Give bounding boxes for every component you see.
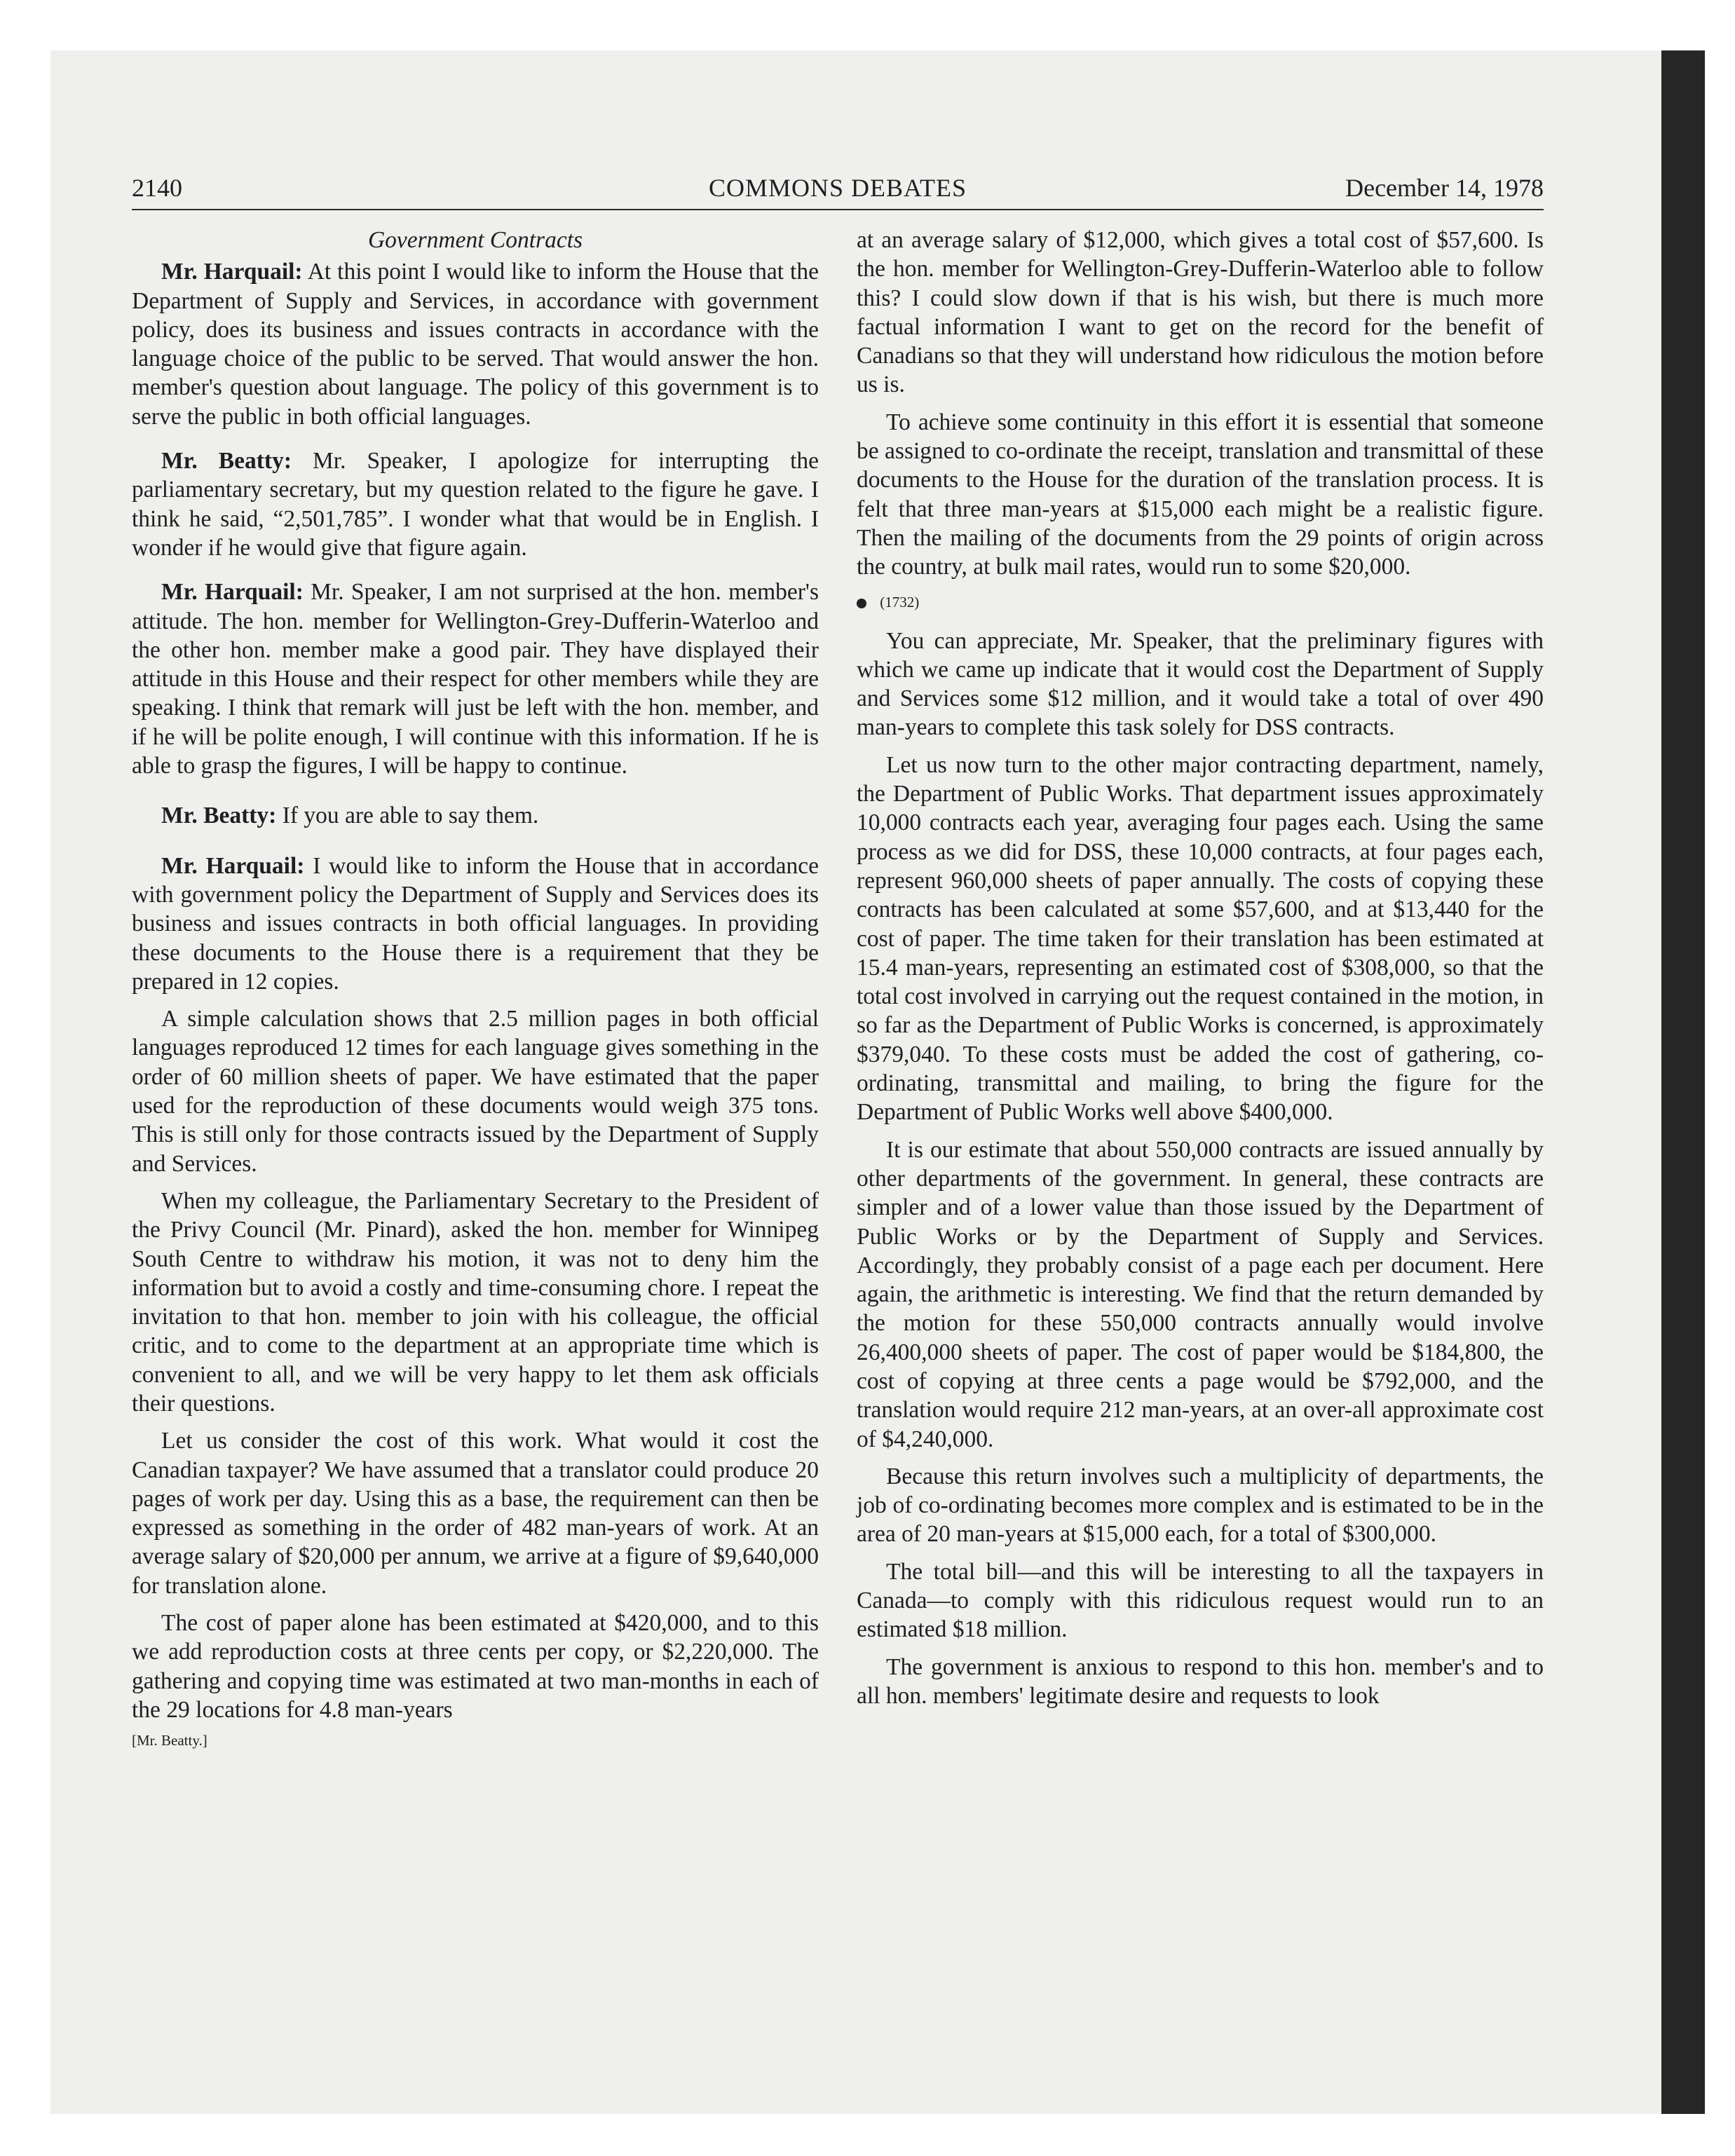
scan-edge-bar: [1661, 50, 1705, 2114]
body-paragraph: A simple calculation shows that 2.5 million pages in both official languages reproduced 12 times for each language gives something in the order of 60 million sheets of paper. We have estimated that the paper used for the reproduction of these documents would weigh 375 tons. This is still only for those contracts issued by the Department of Supply and Services.: [132, 1006, 819, 1177]
speech-paragraph: [132, 446, 819, 562]
body-paragraph: It is our estimate that about 550,000 contracts are issued annually by other departments of the government. In general, these contracts are simpler and of a lower value than those issued by the Department of Public Works or by the Department of Supply and Services. Accordingly, they probably consist of a page each per document. Here again, the arithmetic is interesting. We find that the return demanded by the motion for these 550,000 contracts annually would involve 26,400,000 sheets of paper. The cost of paper would be $184,800, the cost of copying at three cents a page would be $792,000, and the translation would require 212 man-years, at an over-all approximate cost of $4,240,000.: [857, 1136, 1544, 1452]
speaker-name: Mr. Beatty:: [161, 448, 292, 475]
body-paragraph: The cost of paper alone has been estimated at $420,000, and to this we add reproduction costs at three cents per copy, or $2,220,000. The gathering and copying time was estimated at two man-months in each of the 29 locations for 4.8 man-years: [132, 1610, 819, 1723]
speech-text: If you are able to say them.: [282, 803, 539, 829]
speech-text: I would like to inform the House that in accordance with government policy the Department of Supply and Services does its business and issues contracts in both official languages. In providing these documents to the House there is a requirement that they be prepared in 12 copies.: [132, 852, 819, 995]
speech-paragraph: [132, 578, 819, 780]
speech-text: Mr. Speaker, I apologize for interrupting the parliamentary secretary, but my question related to the figure he gave. I think he said, “2,501,785”. I wonder what that would be in English. I wonder if he would give that figure again.: [132, 448, 819, 561]
body-paragraph: Because this return involves such a multiplicity of departments, the job of co-ordinating becomes more complex and is estimated to be in the area of 20 man-years at $15,000 each, for a total of $300,000.: [857, 1463, 1544, 1548]
publication-title: COMMONS DEBATES: [708, 174, 967, 202]
body-paragraph: Let us consider the cost of this work. What would it cost the Canadian taxpayer? We have assumed that a translator could produce 20 pages of work per day. Using this as a base, the requirement can then be expressed as something in the order of 482 man-years of work. At an average salary of $20,000 per annum, we arrive at a figure of $9,640,000 for translation alone.: [132, 1428, 819, 1599]
page-header: [132, 172, 1544, 210]
speech-text: At this point I would like to inform the House that the Department of Supply and Services, in accordance with government policy, does its business and issues contracts in accordance with the language choice of the public to be served. That would answer the hon. member's question about language. The policy of this government is to serve the public in both official languages.: [132, 259, 819, 430]
body-paragraph: The total bill—and this will be interesting to all the taxpayers in Canada—to comply with this ridiculous request would run to an estimated $18 million.: [857, 1558, 1544, 1643]
page-date: December 14, 1978: [1345, 174, 1544, 202]
body-paragraph: Let us now turn to the other major contracting department, namely, the Department of Public Works. That department issues approximately 10,000 contracts each year, averaging four pages each. Using the same process as we did for DSS, these 10,000 contracts, at four pages each, represent 960,000 sheets of paper annually. The costs of copying these contracts has been calculated at some $57,600, and at $13,440 for the cost of paper. The time taken for their translation has been estimated at 15.4 man-years, representing an estimated cost of $308,000, so that the total cost involved in carrying out the request contained in the motion, in so far as the Department of Public Works is concerned, is approximately $379,040. To these costs must be added the cost of gathering, co-ordinating, transmittal and mailing, to bring the figure for the Department of Public Works well above $400,000.: [857, 751, 1544, 1126]
body-paragraph: When my colleague, the Parliamentary Secretary to the President of the Privy Council (Mr. Pinard), asked the hon. member for Winnipeg South Centre to withdraw his motion, it was not to deny him the information but to avoid a costly and time-consuming chore. I repeat the invitation to that hon. member to join with his colleague, the official critic, and to come to the department at an appropriate time which is convenient to all, and we will be very happy to let them ask officials their questions.: [132, 1187, 819, 1417]
speaker-name: Mr. Harquail:: [161, 259, 303, 285]
speech-paragraph: [132, 852, 819, 996]
body-paragraph: You can appreciate, Mr. Speaker, that the preliminary figures with which we came up indicate that it would cost the Department of Supply and Services some $12 million, and it would take a total of over 490 man-years to complete this task solely for DSS contracts.: [857, 627, 1544, 741]
body-paragraph: The government is anxious to respond to this hon. member's and to all hon. members' legitimate desire and requests to look: [857, 1653, 1544, 1709]
bullet-icon: [857, 599, 866, 608]
time-marker-text: (1732): [880, 593, 920, 610]
time-marker: [857, 592, 1544, 613]
speaker-footnote: [Mr. Beatty.]: [132, 1732, 207, 1749]
speech-text: Mr. Speaker, I am not surprised at the hon. member's attitude. The hon. member for Wellington-Grey-Dufferin-Waterloo and the other hon. member make a good pair. They have displayed their attitude in this House and their respect for other members while they are speaking. I think that remark will just be left with the hon. member, and if he will be polite enough, I will continue with this information. If he is able to grasp the figures, I will be happy to continue.: [132, 579, 819, 779]
speaker-name: Mr. Beatty:: [161, 803, 277, 829]
section-title: Government Contracts: [367, 227, 583, 253]
left-column: [132, 226, 819, 1751]
page-number: 2140: [132, 174, 182, 202]
speaker-name: Mr. Harquail:: [161, 579, 304, 606]
speech-paragraph: [132, 257, 819, 431]
body-paragraph: at an average salary of $12,000, which gives a total cost of $57,600. Is the hon. member for Wellington-Grey-Dufferin-Waterloo able to follow this? I could slow down if that is his wish, but there is much more factual information I want to get on the record for the benefit of Canadians so that they will understand how ridiculous the motion before us is.: [857, 227, 1544, 398]
right-column: [857, 226, 1544, 1719]
speaker-name: Mr. Harquail:: [161, 852, 305, 879]
body-paragraph: To achieve some continuity in this effort it is essential that someone be assigned to co-ordinate the receipt, translation and transmittal of these documents to the House for the duration of the translation process. It is felt that three man-years at $15,000 each might be a realistic figure. Then the mailing of the documents from the 29 points of origin across the country, at bulk mail rates, would run to some $20,000.: [857, 409, 1544, 580]
speech-paragraph: [132, 801, 819, 830]
